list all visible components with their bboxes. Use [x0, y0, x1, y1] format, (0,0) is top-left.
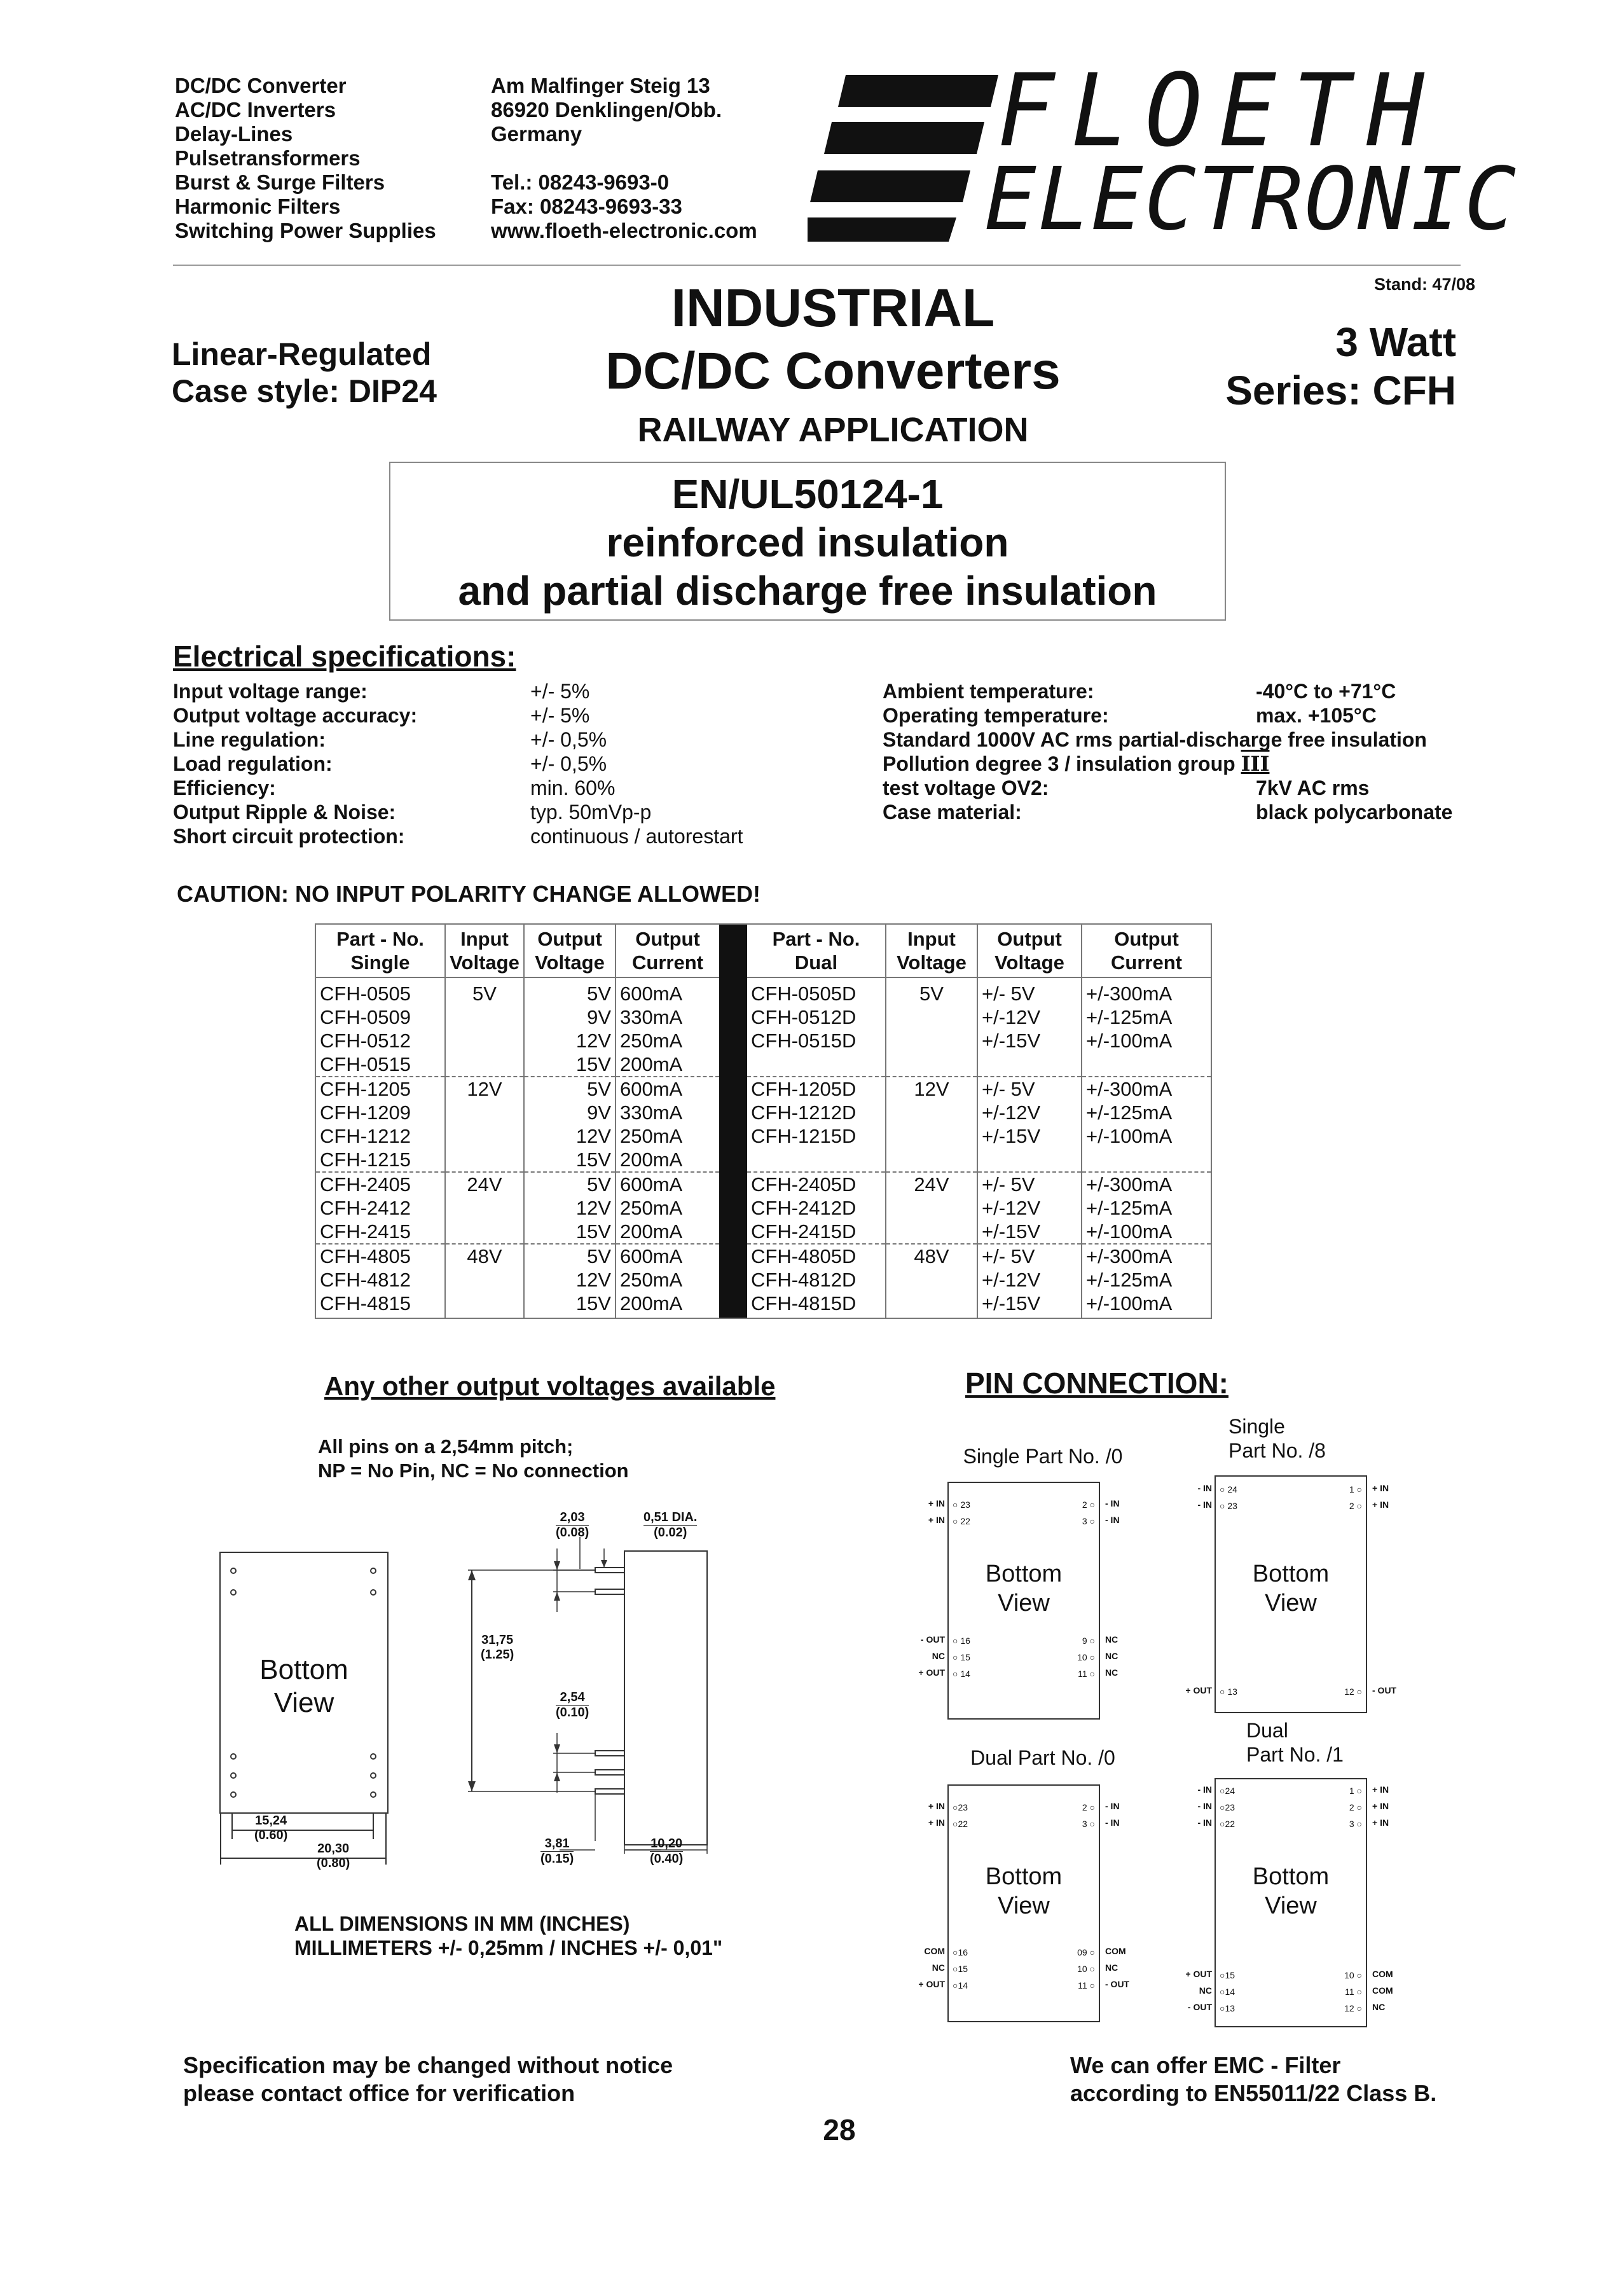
dim-arrow: [554, 1561, 560, 1570]
insulation-type-2: and partial discharge free insulation: [458, 568, 1157, 614]
product-item: Pulsetransformers: [175, 146, 361, 170]
output-voltage: 12V: [524, 1124, 616, 1148]
pin-label: - OUT: [920, 1634, 945, 1645]
pin-side: [595, 1770, 624, 1775]
pin-side: [595, 1789, 624, 1794]
pin-label: NC: [932, 1651, 945, 1661]
output-current-dual: +/-100mA: [1086, 1220, 1173, 1243]
pin-label: COM: [1105, 1946, 1126, 1956]
spec-label: Output voltage accuracy:: [173, 704, 418, 727]
part-no-dual: CFH-4812D: [747, 1268, 886, 1292]
parts-table: [315, 923, 1212, 1319]
output-voltage: 12V: [524, 1196, 616, 1220]
address-line: Germany: [491, 122, 582, 146]
output-voltage: 15V: [524, 1292, 616, 1318]
pin-label: + IN: [1372, 1784, 1389, 1795]
part-no: CFH-4805: [316, 1244, 445, 1268]
phone: Tel.: 08243-9693-0: [491, 170, 670, 194]
pin-hole: [231, 1754, 236, 1759]
pin-label: COM: [1372, 1985, 1393, 1996]
bottom-view-label: Bottom View: [1252, 1863, 1330, 1919]
output-current-dual: +/-125mA: [1086, 1006, 1173, 1028]
pin-label: + IN: [1372, 1817, 1389, 1828]
spec-label: Load regulation:: [173, 752, 333, 775]
part-no-dual: CFH-2405D: [747, 1172, 886, 1196]
pin-connection-heading: PIN CONNECTION:: [965, 1367, 1228, 1400]
dual-1-title: Dual Part No. /1: [1246, 1719, 1344, 1766]
pin-hole: [231, 1773, 236, 1778]
pin-label: - IN: [1197, 1801, 1212, 1811]
pin-hole: [371, 1754, 376, 1759]
table-row: [316, 1220, 1211, 1244]
dim-arrow: [554, 1592, 560, 1601]
standard-name: EN/UL50124-1: [671, 471, 944, 517]
output-voltage: 5V: [524, 1077, 616, 1101]
pin-label: NC: [1105, 1651, 1118, 1661]
input-voltage: 24V: [445, 1172, 524, 1196]
caution-notice: CAUTION: NO INPUT POLARITY CHANGE ALLOWED!: [177, 881, 760, 907]
output-voltage: 15V: [524, 1052, 616, 1077]
output-voltage: 12V: [524, 1029, 616, 1052]
test-voltage-value: 7kV AC rms: [1256, 776, 1370, 799]
output-voltage-dual: +/- 5V: [977, 977, 1082, 1005]
insulation-type: reinforced insulation: [606, 520, 1009, 565]
case-side-outline: [624, 1551, 707, 1845]
col-header: Part - No. Single: [316, 925, 445, 977]
spec-label: Line regulation:: [173, 728, 326, 751]
page-number: 28: [823, 2113, 856, 2146]
dim-10-20: 10,20 (0.40): [650, 1837, 684, 1866]
dim-0-51: 0,51 DIA. (0.02): [643, 1510, 698, 1540]
single-0-title: Single Part No. /0: [963, 1445, 1123, 1468]
output-current-dual: +/-300mA: [1086, 983, 1173, 1005]
series-name: Series: CFH: [1225, 368, 1456, 413]
output-current: 250mA: [620, 1269, 683, 1291]
part-no: CFH-4815: [316, 1292, 445, 1318]
output-voltage: 5V: [524, 1244, 616, 1268]
input-voltage-dual: 48V: [886, 1244, 977, 1268]
pin-hole: [231, 1792, 236, 1797]
output-current: 330mA: [620, 1006, 683, 1028]
company-contact: [491, 170, 757, 243]
address-line: 86920 Denklingen/Obb.: [491, 98, 722, 121]
output-current-dual: +/-125mA: [1086, 1197, 1173, 1219]
footer-line: Specification may be changed without notice: [183, 2052, 673, 2078]
input-voltage-dual: 5V: [886, 977, 977, 1005]
dim-2-03: 2,03 (0.08): [556, 1510, 589, 1540]
table-row: [316, 1124, 1211, 1148]
product-item: DC/DC Converter: [175, 74, 347, 97]
pin-label: - IN: [1197, 1784, 1212, 1795]
test-voltage-label: test voltage OV2:: [883, 776, 1049, 799]
pin-side: [595, 1568, 624, 1573]
dim-arrow: [554, 1744, 560, 1753]
pin-hole: [371, 1568, 376, 1573]
dimension-note: [294, 1912, 722, 1960]
output-voltage: 15V: [524, 1220, 616, 1244]
pitch-line: All pins on a 2,54mm pitch;: [318, 1435, 574, 1458]
pin-label: + IN: [1372, 1500, 1389, 1510]
output-voltage-dual: +/- 5V: [977, 1077, 1082, 1101]
pollution-degree: Pollution degree 3 / insulation group: [883, 752, 1235, 775]
table-row: [316, 1172, 1211, 1196]
pin-side: [595, 1751, 624, 1756]
pin-label: + OUT: [1185, 1969, 1212, 1979]
part-no: CFH-0509: [316, 1005, 445, 1029]
pin-label: - IN: [1105, 1817, 1120, 1828]
output-voltage-dual: +/-12V: [977, 1196, 1082, 1220]
table-header-row: [316, 925, 1211, 977]
output-voltage: 9V: [524, 1005, 616, 1029]
pin-label: - IN: [1105, 1801, 1120, 1811]
part-no-dual: CFH-1215D: [747, 1124, 886, 1148]
output-voltage-dual: +/-12V: [977, 1268, 1082, 1292]
part-no-dual: CFH-2412D: [747, 1196, 886, 1220]
pin-hole: [371, 1773, 376, 1778]
spec-label: Short circuit protection:: [173, 825, 405, 848]
regulation-type: Linear-Regulated: [172, 336, 432, 372]
pitch-note: [318, 1435, 629, 1483]
pin-label: + OUT: [918, 1979, 945, 1989]
fax: Fax: 08243-9693-33: [491, 195, 682, 218]
spec-value: +/- 5%: [530, 680, 590, 703]
output-current: 200mA: [620, 1053, 683, 1075]
input-voltage-dual: 24V: [886, 1172, 977, 1196]
part-no-dual: CFH-1212D: [747, 1101, 886, 1124]
part-no-dual: CFH-0512D: [747, 1005, 886, 1029]
table-separator-bar: [719, 925, 747, 1318]
logo-text-electronic: ELECTRONIC: [984, 149, 1518, 250]
operating-label: Operating temperature:: [883, 704, 1109, 727]
operating-value: max. +105°C: [1256, 704, 1377, 727]
output-current-dual: +/-300mA: [1082, 1172, 1211, 1196]
footer-emc-note: [1070, 2052, 1436, 2107]
dim-20-30: 20,30 (0.80): [317, 1842, 350, 1870]
table-row: [316, 1196, 1211, 1220]
product-item: Switching Power Supplies: [175, 219, 436, 242]
pin-label: NC: [1105, 1667, 1118, 1678]
spec-label: Efficiency:: [173, 776, 276, 799]
spec-right: [883, 679, 1468, 824]
part-no-dual: CFH-4815D: [747, 1292, 886, 1318]
output-voltage: 5V: [524, 977, 616, 1005]
pin-label: - OUT: [1187, 2002, 1212, 2012]
output-voltage: 12V: [524, 1268, 616, 1292]
col-header: Output Voltage: [977, 925, 1082, 977]
pin-label: COM: [1372, 1969, 1393, 1979]
output-current: 600mA: [620, 983, 683, 1005]
bottom-view-label: Bottom View: [259, 1654, 348, 1718]
part-no: CFH-0515: [316, 1052, 445, 1077]
pin-label: - OUT: [1372, 1685, 1397, 1695]
table-row: [316, 1005, 1211, 1029]
part-no: CFH-1212: [316, 1124, 445, 1148]
col-header: Output Current: [616, 925, 719, 977]
header-divider: [173, 265, 1461, 266]
logo-bar-2: [824, 122, 984, 154]
part-no: CFH-0512: [316, 1029, 445, 1052]
footer-line: We can offer EMC - Filter: [1070, 2052, 1341, 2078]
output-voltage: 5V: [524, 1172, 616, 1196]
output-current: 250mA: [620, 1030, 683, 1052]
footer-line: please contact office for verification: [183, 2080, 575, 2106]
pin-label: + IN: [928, 1801, 945, 1811]
standard-insulation: Standard 1000V AC rms partial-discharge free insulation: [883, 728, 1427, 751]
standard-box: [389, 462, 1226, 621]
spec-value: min. 60%: [530, 776, 616, 799]
output-voltage-dual: +/-15V: [977, 1220, 1082, 1244]
part-no: CFH-0505: [316, 977, 445, 1005]
col-header: Part - No. Dual: [747, 925, 886, 977]
pin-label: - IN: [1197, 1483, 1212, 1493]
bottom-view-label: Bottom View: [985, 1561, 1063, 1617]
company-address: [491, 74, 722, 146]
table-row: [316, 1268, 1211, 1292]
spec-value: continuous / autorestart: [530, 825, 743, 848]
pin-label: NC: [1372, 2002, 1386, 2012]
output-voltage-dual: +/- 5V: [977, 1244, 1082, 1268]
table-row: [316, 1244, 1211, 1268]
case-bottom-view: [219, 1552, 389, 1814]
spec-value: +/- 5%: [530, 704, 590, 727]
other-voltages-note: Any other output voltages available: [324, 1371, 776, 1401]
output-voltage-dual: +/-12V: [977, 1005, 1082, 1029]
pitch-line: NP = No Pin, NC = No connection: [318, 1459, 629, 1482]
logo-bar-1: [838, 75, 998, 107]
single-0-diagram: Bottom View ○ 23 ○ 22 ○ 16 ○ 15 ○ 14 2 ○ 3 ○ 9 ○ 10 ○ 11 ○: [947, 1482, 1100, 1720]
product-item: AC/DC Inverters: [175, 98, 336, 121]
pin-label: - IN: [1105, 1515, 1120, 1525]
dim-31-75: 31,75 (1.25): [481, 1633, 514, 1662]
logo-bar-4: [808, 217, 956, 242]
single-8-title: Single Part No. /8: [1228, 1415, 1326, 1462]
output-current-dual: +/-100mA: [1086, 1030, 1173, 1052]
table-row: [316, 1292, 1211, 1318]
output-current-dual: +/-300mA: [1082, 1077, 1211, 1101]
output-voltage-dual: +/-15V: [977, 1124, 1082, 1148]
output-current-dual: +/-100mA: [1086, 1292, 1173, 1314]
logo-bar-3: [810, 170, 970, 202]
col-header: Input Voltage: [445, 925, 524, 977]
part-no: CFH-1215: [316, 1148, 445, 1172]
output-current: 250mA: [620, 1197, 683, 1219]
stand-date: Stand: 47/08: [1373, 275, 1475, 294]
output-voltage: 15V: [524, 1148, 616, 1172]
ambient-label: Ambient temperature:: [883, 680, 1094, 703]
output-current: 330mA: [620, 1101, 683, 1124]
col-header: Input Voltage: [886, 925, 977, 977]
pin-label: - OUT: [1105, 1979, 1130, 1989]
footer-disclaimer: [183, 2052, 673, 2107]
output-voltage-dual: +/-12V: [977, 1101, 1082, 1124]
dim-arrow: [468, 1781, 476, 1791]
pin-hole: [371, 1792, 376, 1797]
output-current-dual: +/-300mA: [1082, 1244, 1211, 1268]
part-no-dual: CFH-2415D: [747, 1220, 886, 1244]
output-current: 600mA: [616, 1077, 719, 1101]
output-current: 600mA: [616, 1172, 719, 1196]
input-voltage: 12V: [445, 1077, 524, 1101]
title-industrial: INDUSTRIAL: [671, 278, 995, 338]
spec-values: [530, 679, 743, 848]
product-list: [175, 74, 436, 243]
dimension-note-line: ALL DIMENSIONS IN MM (INCHES): [294, 1912, 630, 1935]
output-current: 200mA: [620, 1220, 683, 1243]
part-no: CFH-2405: [316, 1172, 445, 1196]
pin-label: - IN: [1105, 1498, 1120, 1508]
part-no-dual: CFH-4805D: [747, 1244, 886, 1268]
table-row: [316, 977, 1211, 1005]
output-current-dual: +/-100mA: [1086, 1125, 1173, 1147]
dual-1-diagram: Bottom View ○24 ○23 ○22 ○15 ○14 ○13 1 ○ 2 ○ 3 ○ 10 ○ 11 ○ 12 ○: [1215, 1778, 1367, 2027]
part-no: CFH-4812: [316, 1268, 445, 1292]
dim-arrow: [601, 1560, 607, 1568]
input-voltage-dual: 12V: [886, 1077, 977, 1101]
pin-hole: [231, 1568, 236, 1573]
table-row: [316, 1077, 1211, 1101]
product-item: Harmonic Filters: [175, 195, 341, 218]
title-railway: RAILWAY APPLICATION: [637, 411, 1029, 449]
output-current-dual: +/-125mA: [1086, 1101, 1173, 1124]
website[interactable]: www.floeth-electronic.com: [491, 219, 757, 242]
pin-label: + IN: [1372, 1801, 1389, 1811]
ambient-value: -40°C to +71°C: [1256, 680, 1396, 703]
spec-value: +/- 0,5%: [530, 728, 607, 751]
specs-heading: Electrical specifications:: [173, 640, 516, 673]
title-dcdc: DC/DC Converters: [605, 342, 1061, 400]
pin-label: + IN: [928, 1515, 945, 1525]
product-item: Delay-Lines: [175, 122, 293, 146]
logo-text-floeth: FLOETH: [997, 53, 1441, 170]
input-voltage: 5V: [445, 977, 524, 1005]
table-row: [316, 1101, 1211, 1124]
pin-label: NC: [932, 1962, 945, 1973]
part-no: CFH-1209: [316, 1101, 445, 1124]
col-header: Output Voltage: [524, 925, 616, 977]
pin-label: - IN: [1197, 1500, 1212, 1510]
case-material-value: black polycarbonate: [1256, 801, 1453, 824]
parts-grid: [316, 925, 1211, 1318]
spec-labels: [173, 679, 417, 848]
single-8-diagram: Bottom View ○ 24 ○ 23 ○ 13 1 ○ 2 ○ 12 ○: [1215, 1475, 1367, 1713]
dim-arrow: [468, 1570, 476, 1580]
pin-hole: [371, 1590, 376, 1595]
pin-label: + IN: [928, 1498, 945, 1508]
power-rating: 3 Watt: [1335, 319, 1456, 365]
output-current: 250mA: [620, 1125, 683, 1147]
part-no-dual: CFH-1205D: [747, 1077, 886, 1101]
pin-label: - IN: [1197, 1817, 1212, 1828]
output-voltage: 9V: [524, 1101, 616, 1124]
dual-0-diagram: Bottom View ○23 ○22 ○16 ○15 ○14 2 ○ 3 ○ 09 ○ 10 ○ 11 ○: [947, 1784, 1100, 2022]
output-voltage-dual: +/-15V: [977, 1292, 1082, 1318]
dimension-note-line: MILLIMETERS +/- 0,25mm / INCHES +/- 0,01": [294, 1936, 723, 1959]
pin-label: + OUT: [918, 1667, 945, 1678]
output-voltage-dual: +/-15V: [977, 1029, 1082, 1052]
case-width-dimensions: [213, 1814, 397, 1871]
pin-hole: [231, 1590, 236, 1595]
table-row: [316, 1148, 1211, 1172]
part-no-dual: CFH-0505D: [747, 977, 886, 1005]
output-current-dual: +/-125mA: [1086, 1269, 1173, 1291]
case-style: Case style: DIP24: [172, 373, 437, 409]
output-current: 200mA: [620, 1148, 683, 1171]
col-header: Output Current: [1082, 925, 1211, 977]
pin-label: NC: [1199, 1985, 1212, 1996]
output-voltage-dual: +/- 5V: [977, 1172, 1082, 1196]
case-material-label: Case material:: [883, 801, 1022, 824]
dim-2-54: 2,54 (0.10): [556, 1690, 589, 1720]
bottom-view-label: Bottom View: [985, 1863, 1063, 1919]
pin-label: + OUT: [1185, 1685, 1212, 1695]
output-current: 600mA: [616, 1244, 719, 1268]
spec-label: Input voltage range:: [173, 680, 368, 703]
pin-label: COM: [924, 1946, 945, 1956]
pin-label: + IN: [928, 1817, 945, 1828]
product-item: Burst & Surge Filters: [175, 170, 385, 194]
table-row: [316, 1029, 1211, 1052]
output-current: 200mA: [620, 1292, 683, 1314]
spec-value: typ. 50mVp-p: [530, 801, 652, 824]
part-no-dual: CFH-0515D: [747, 1029, 886, 1052]
input-voltage: 48V: [445, 1244, 524, 1268]
part-no: CFH-2412: [316, 1196, 445, 1220]
table-row: [316, 1052, 1211, 1077]
pin-label: + IN: [1372, 1483, 1389, 1493]
dim-arrow: [554, 1772, 560, 1781]
dual-0-title: Dual Part No. /0: [970, 1746, 1115, 1769]
dim-3-81: 3,81 (0.15): [540, 1837, 574, 1866]
pin-side: [595, 1589, 624, 1594]
part-no: CFH-1205: [316, 1077, 445, 1101]
dim-15-24: 15,24 (0.60): [254, 1814, 288, 1842]
spec-value: +/- 0,5%: [530, 752, 607, 775]
pin-label: NC: [1105, 1634, 1118, 1645]
pin-label: NC: [1105, 1962, 1118, 1973]
footer-line: according to EN55011/22 Class B.: [1070, 2080, 1437, 2106]
bottom-view-label: Bottom View: [1252, 1561, 1330, 1617]
part-no: CFH-2415: [316, 1220, 445, 1244]
address-line: Am Malfinger Steig 13: [491, 74, 710, 97]
insulation-group: III: [1241, 752, 1270, 776]
spec-label: Output Ripple & Noise:: [173, 801, 396, 824]
